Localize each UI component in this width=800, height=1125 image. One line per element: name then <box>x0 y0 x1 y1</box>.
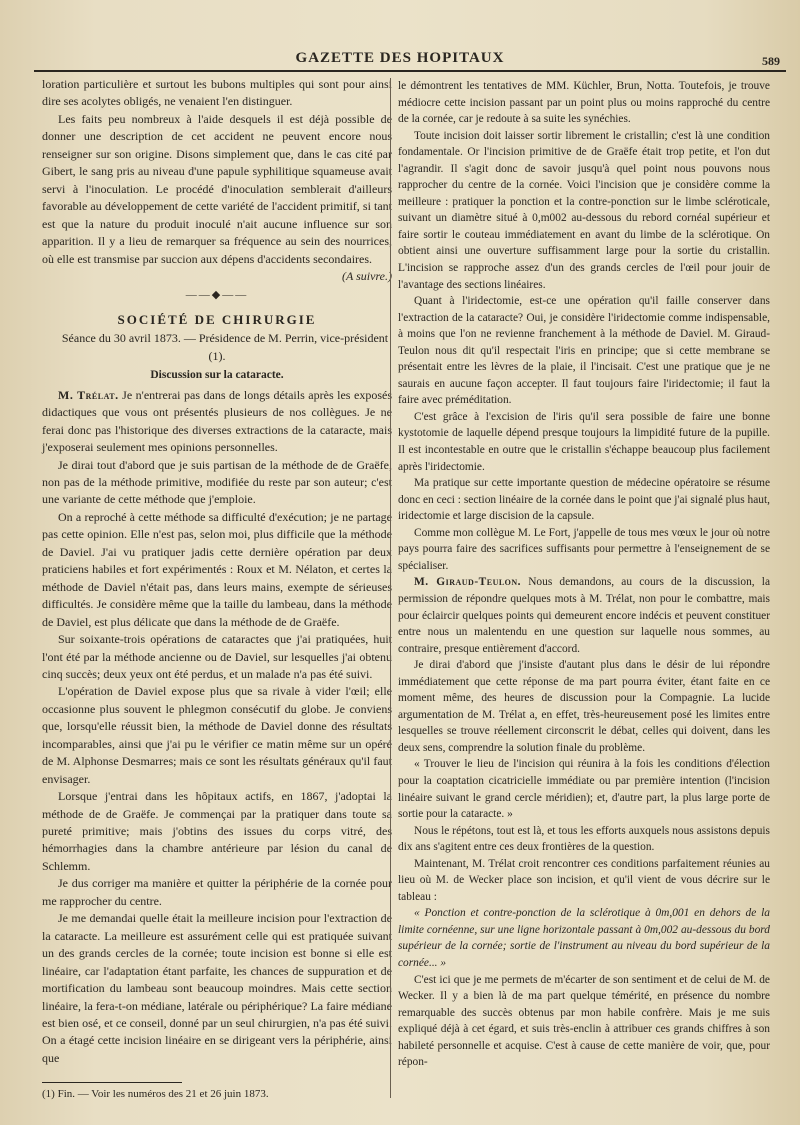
discussion-title: Discussion sur la cataracte. <box>150 369 284 382</box>
paragraph: Je dirai tout d'abord que je suis partisan de la méthode de de Graëfe, non pas de la méthode primitive, modifiée du reste par son auteur; c'est une variante de cette méthode que j'emploie. <box>42 457 392 507</box>
footnote-rule <box>42 1082 182 1083</box>
paragraph <box>398 574 770 657</box>
paragraph: Je me demandai quelle était la meilleure incision pour l'extraction de la cataracte. La meilleure est assurément celle qui est pratiquée suivant un des grands cercles de la cornée; toute incision est bonne si elle est linéaire, car l'adaptation étant parfaite, les chances de suppuration et de mortification du lambeau sont beaucoup moindres. Mais cette section linéaire, la fera-t-on médiane, latérale ou périphérique? La faire médiane est bien osé, et ce conseil, donné par un seul chirurgien, n'a pas été suivi. On a étagé cette incision linéaire en se dirigeant vers la périphérie, ainsi que <box>42 911 392 1065</box>
left-column <box>42 76 392 1067</box>
right-column <box>398 78 770 1071</box>
session-line: Séance du 30 avril 1873. — Présidence de M. Perrin, vice-président (1). <box>61 331 389 363</box>
page-header-title: GAZETTE DES HOPITAUX <box>295 50 505 66</box>
continued-note: (A suivre.) <box>342 268 392 283</box>
paragraph: Lorsque j'entrai dans les hôpitaux actifs, en 1867, j'adoptai la méthode de de Graëfe. Je commençai par la pratiquer dans toute sa pureté primitive; mais j'obtins des issues du corps vitré, des hémorrhagies dans la chambre antérieure par lésion du canal de Schlemm. <box>42 789 392 873</box>
section-title: SOCIÉTÉ DE CHIRURGIE <box>117 311 317 327</box>
paragraph: Les faits peu nombreux à l'aide desquels il est déjà possible de donner une description de cet accident ne peuvent encore nous renseigner sur son origine. Disons simplement que, dans le cas cité par Gibert, le sang pris au niveau d'une papule syphilitique squameuse avait servi à l'inoculation. Le procédé d'inoculation semblerait d'ailleurs favorable au développement de cette variété de l'accident primitif, si tant est que la nature du produit inoculé n'ait aucune influence sur son apparition. Il y a lieu de remarquer sa fréquence au sein des nourrices, où elle est transmise par succion aux dépens d'accidents secondaires. <box>42 111 392 266</box>
paragraph-text: Je n'entrerai pas dans de longs détails après les exposés didactiques que vous ont présentés plusieurs de nos collègues. Je ne ferai donc pas l'historique des diverses extractions de la cataracte, mais j'exposerai seulement mes opinions personnelles. <box>42 387 392 455</box>
paragraph: C'est ici que je me permets de m'écarter de son sentiment et de celui de M. de Wecker. Il y a bien là de ma part quelque témérité, en présence du nombre remarquable des succès obtenus par mon habile confrère. Mais je me suis expliqué déjà à cet égard, et suis très-enclin à attribuer ces grands chiffres à son habileté personnelle et acquise. C'est à cause de cette manière de voir, que, pour répon- <box>398 973 770 1069</box>
paragraph: Nous le répétons, tout est là, et tous les efforts auxquels nous assistons depuis dix ans s'agitent entre ces deux frontières de la question. <box>398 824 770 854</box>
paragraph: loration particulière et surtout les bubons multiples qui sont pour ainsi dire ses acolytes obligés, ne venaient l'en distinguer. <box>42 77 392 109</box>
paragraph: Je dus corriger ma manière et quitter la périphérie de la cornée pour me rapprocher du centre. <box>42 876 392 908</box>
column-divider <box>390 78 391 1098</box>
paragraph: C'est grâce à l'excision de l'iris qu'il sera possible de faire une bonne kystotomie de laquelle dépend presque toujours la limpidité future de la pupille. Il est incontestable en outre que le cristallin s'échappe beaucoup plus facilement après l'iridectomie. <box>398 410 770 473</box>
paragraph: Toute incision doit laisser sortir librement le cristallin; c'est là une condition fondamentale. Or l'incision primitive de de Graëfe était trop petite, et l'on dut l'agrandir. Il s'agit donc de savoir jusqu'à quel point nous pouvons nous rapprocher du centre de la cornée. Voici l'incision que je considère comme la meilleure : pratiquer la ponction et la contre-ponction sur le limbe scléroticale, suivant un diamètre situé à 0,m002 au-dessous du rebord cornéal supérieur et faire sortir le couteau immédiatement en avant du limbe de la sclérotique. On obtient ainsi une ouverture suffisamment large pour la sortie du cristallin. L'incision se rapproche assez d'un des grands cercles de l'œil pour jouir de l'avantage des sections linéaires. <box>398 129 770 291</box>
footnote: (1) Fin. — Voir les numéros des 21 et 26 juin 1873. <box>42 1088 269 1100</box>
paragraph: Quant à l'iridectomie, est-ce une opération qu'il faille conserver dans l'extraction de la cataracte? Oui, je considère l'iridectomie comme indispensable, à moins que l'on ne revienne franchement à la méthode de Daviel. M. Giraud-Teulon nous dit qu'il respectait l'iris en principe; que si cette membrane se présentait entre les lèvres de la plaie, il l'incisait. C'est une pratique que je ne saurais en aucune façon accepter. Il faut toujours faire l'iridectomie; il faut la faire avec préméditation. <box>398 295 770 407</box>
paragraph <box>42 387 392 457</box>
paragraph: « Ponction et contre-ponction de la sclérotique à 0m,001 en dehors de la limite cornéenne, sur une ligne horizontale passant à 0m,002 au-dessous du bord supérieur de la cornée; sortie de l'instrument au niveau du bord supérieur de la cornée... » <box>398 907 770 969</box>
paragraph: Sur soixante-trois opérations de cataractes que j'ai pratiquées, huit l'ont été par la méthode ancienne ou de Daviel, sur lesquelles j'ai obtenu cinq succès; deux yeux ont été perdus, et un malade n'a pas été suivi. <box>42 632 392 681</box>
header-rule <box>34 70 786 72</box>
section-ornament: ——◆—— <box>185 289 249 302</box>
paragraph: « Trouver le lieu de l'incision qui réunira à la fois les conditions d'élection pour la coaptation cicatricielle immédiate ou par première intention (l'incision linéaire suivant le grand cercle méridien); et, d'autre part, la plus large porte de sortie pour la cataracte. » <box>398 758 770 821</box>
paragraph: On a reproché à cette méthode sa difficulté d'exécution; je ne partage pas cette opinion. Elle n'est pas, selon moi, plus difficile que la méthode de Daviel. J'ai vu pratiquer jadis cette dernière opération par deux praticiens habiles et fort expérimentés : Roux et M. Nélaton, et certes la méthode de Daviel n'était pas, dans leurs mains, exempte de sérieuses difficultés. Je considère même que la taille du lambeau, dans la méthode de Daviel, est plus délicate que dans la méthode de de Graëfe. <box>42 509 392 629</box>
speaker-name: M. Giraud-Teulon. <box>414 576 522 589</box>
speaker-name: M. Trélat. <box>58 387 119 402</box>
paragraph: Je dirai d'abord que j'insiste d'autant plus dans le désir de lui répondre immédiatement que cette réponse de ma part pourra éviter, étant faite en ce moment même, des heures de discussion pour la Compagnie. La lucide argumentation de M. Trélat a, en effet, très-heureusement posé les limites entre lesquelles se trouve réellement circonscrit le débat, celles qui doivent, dans les deux sens, comprendre la solution finale du problème. <box>398 659 770 754</box>
paragraph: le démontrent les tentatives de MM. Küchler, Brun, Notta. Toutefois, je trouve médiocre cette incision passant par un point plus ou moins rapproché du centre de la cornée, car je redoute à sa suite les synéchies. <box>398 80 770 126</box>
paragraph-text: Nous demandons, au cours de la discussion, la permission de répondre quelques mots à M. Trélat, non pour le combattre, mais pour éclaircir quelques points qui demeurent encore indécis et peuvent constituer entre nous un malentendu en une question sur laquelle nous sommes, au contraire, presque entièrement d'accord. <box>398 576 771 655</box>
paragraph: Comme mon collègue M. Le Fort, j'appelle de tous mes vœux le jour où notre pays pourra faire des sacrifices suffisants pour permettre à l'enseignement de se spécialiser. <box>398 526 770 572</box>
paragraph: Ma pratique sur cette importante question de médecine opératoire se résume donc en ceci : section linéaire de la cornée dans le point que j'ai signalé plus haut, iridectomie et large discision de la capsule. <box>398 477 770 523</box>
paragraph: Maintenant, M. Trélat croit rencontrer ces conditions parfaitement réunies au lieu où M. de Wecker place son incision, et qu'il vient de vous décrire sur le tableau : <box>398 857 770 903</box>
page-number: 589 <box>762 54 780 68</box>
paragraph: L'opération de Daviel expose plus que sa rivale à vider l'œil; elle occasionne plus souvent le phlegmon consécutif du globe. Je conviens que, lorsqu'elle réussit bien, la méthode de Daviel donne des résultats incomparables, ainsi que j'ai pu le vérifier ce matin même sur un opéré de M. Alphonse Desmarres; mais ce sont les résultats généraux qu'il faut envisager. <box>42 684 392 786</box>
